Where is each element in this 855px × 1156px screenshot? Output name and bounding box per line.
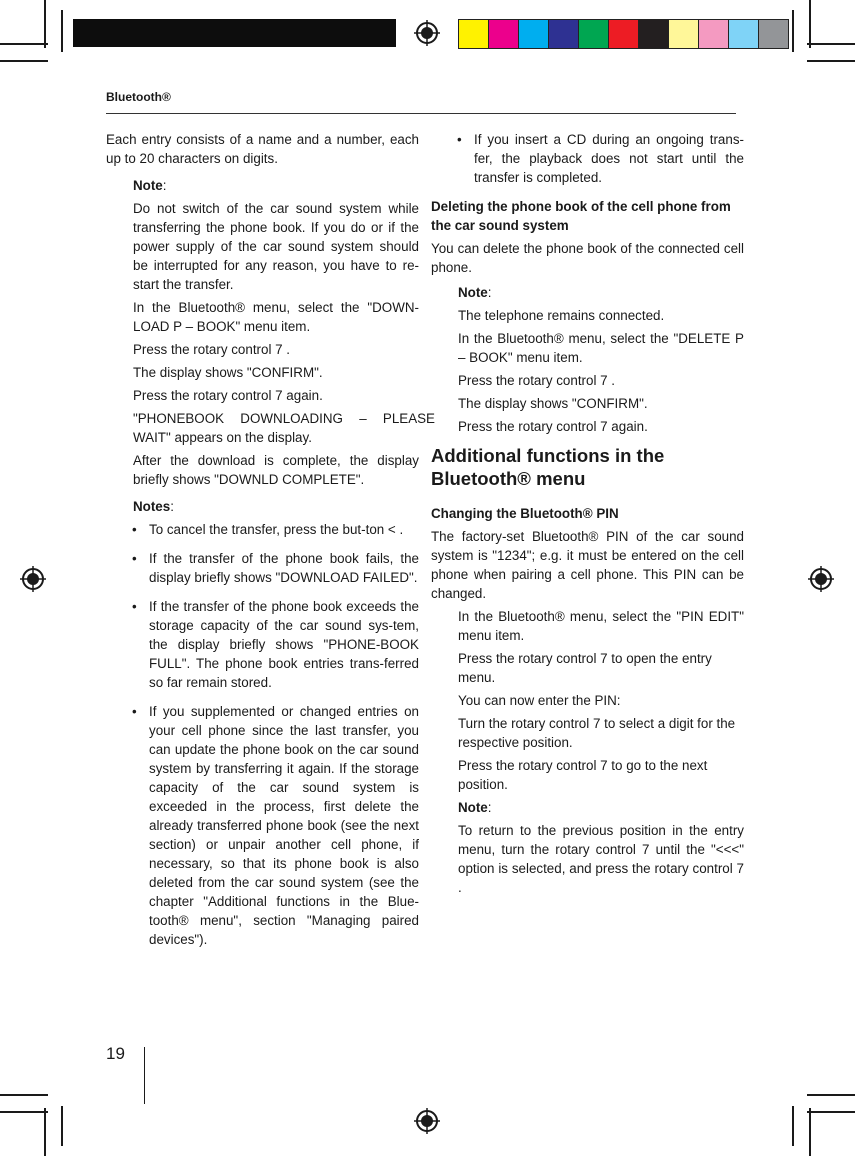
list-item: • If you supplemented or changed entries on your cell phone since the last transfer, you can update the phone book on the car sound system by transferring it again. If the storage capacity of the car sound system is exceeded in the process, first delete the already transferred phone book (see the next section) or unpair another cell phone, if necessary, so that its phone book is also deleted from the car sound system (see the chapter "Additional functions in the Blue-tooth® menu", section "Managing paired devices"). [106, 702, 419, 949]
crop-mark [807, 43, 855, 45]
note-label: Note: [458, 800, 492, 815]
registration-mark-icon [20, 566, 46, 592]
pin-step-press: Press the rotary control 7 to open the entry menu. [458, 651, 712, 685]
pin-step-select: In the Bluetooth® menu, select the "PIN EDIT" menu item. [458, 609, 744, 643]
note-label: Note: [458, 285, 492, 300]
delete-intro: You can delete the phone book of the connected cell phone. [431, 241, 744, 275]
note-text: The telephone remains connected. [458, 308, 665, 323]
left-column [106, 130, 435, 959]
color-swatch [489, 20, 519, 48]
color-calibration-bar [458, 19, 789, 49]
crop-mark [61, 10, 63, 52]
pin-step-enter: You can now enter the PIN: [458, 693, 621, 708]
delete-step-select: In the Bluetooth® menu, select the "DELETE P – BOOK" menu item. [458, 331, 744, 365]
color-swatch [519, 20, 549, 48]
download-step-complete: After the download is complete, the display briefly shows "DOWNLD COMPLETE". [133, 453, 419, 487]
note-text: Do not switch of the car sound system while transferring the phone book. If you do or if the power supply of the car sound system should be interrupted for any reason, you have to re-start the transfer. [133, 201, 419, 292]
color-swatch [729, 20, 759, 48]
download-step-press-again: Press the rotary control 7 again. [133, 388, 323, 403]
pin-step-next: Press the rotary control 7 to go to the next position. [458, 758, 708, 792]
registration-mark-icon [414, 1108, 440, 1134]
note-text: To return to the previous position in the entry menu, turn the rotary control 7 until the "<<<" option is selected, and press the rotary control 7 . [458, 823, 744, 895]
pin-intro: The factory-set Bluetooth® PIN of the car sound system is "1234"; e.g. it must be entered on the cell phone when pairing a cell phone. This PIN can be changed. [431, 529, 744, 601]
crop-mark [0, 1094, 48, 1096]
color-swatch [549, 20, 579, 48]
color-swatch [669, 20, 699, 48]
crop-mark [807, 1111, 855, 1113]
list-item: • If the transfer of the phone book fails, the display briefly shows "DOWNLOAD FAILED". [106, 549, 419, 587]
notes-list [106, 520, 419, 949]
crop-mark [809, 0, 811, 48]
crop-mark [0, 60, 48, 62]
header-divider [106, 113, 736, 114]
section-heading: Additional functions in the Bluetooth® menu [431, 445, 665, 489]
running-header: Bluetooth® [106, 90, 171, 104]
note-label: Note: [133, 178, 167, 193]
download-step-press: Press the rotary control 7 . [133, 342, 291, 357]
pin-step-turn: Turn the rotary control 7 to select a digit for the respective position. [458, 716, 736, 750]
color-swatch [579, 20, 609, 48]
download-step-message: "PHONEBOOK DOWNLOADING – PLEASE WAIT" appears on the display. [133, 411, 435, 445]
crop-mark [809, 1108, 811, 1156]
page-number: 19 [106, 1044, 125, 1063]
crop-mark [792, 1106, 794, 1146]
registration-mark-icon [808, 566, 834, 592]
intro-paragraph: Each entry consists of a name and a number, each up to 20 characters on digits. [106, 132, 419, 166]
right-column [431, 130, 744, 901]
notes-label: Notes: [133, 499, 174, 514]
black-print-bar [73, 19, 396, 47]
color-swatch [639, 20, 669, 48]
cd-note-list [431, 130, 744, 187]
crop-mark [44, 0, 46, 48]
list-item: • To cancel the transfer, press the but-ton < . [106, 520, 419, 539]
crop-mark [44, 1108, 46, 1156]
delete-phonebook-heading: Deleting the phone book of the cell phone from the car sound system [431, 199, 731, 233]
crop-mark [807, 1094, 855, 1096]
delete-step-press-again: Press the rotary control 7 again. [458, 419, 648, 434]
download-step-select: In the Bluetooth® menu, select the "DOWN-LOAD P – BOOK" menu item. [133, 300, 419, 334]
crop-mark [0, 43, 48, 45]
color-swatch [609, 20, 639, 48]
color-swatch [759, 20, 788, 48]
registration-mark-icon [414, 20, 440, 46]
change-pin-heading: Changing the Bluetooth® PIN [431, 506, 619, 521]
crop-mark [0, 1111, 48, 1113]
crop-mark [807, 60, 855, 62]
crop-mark [61, 1106, 63, 1146]
color-swatch [459, 20, 489, 48]
delete-step-confirm: The display shows "CONFIRM". [458, 396, 648, 411]
list-item: • If the transfer of the phone book exceeds the storage capacity of the car sound sys-tem, the display briefly shows "PHONE-BOOK FULL". The phone book entries trans-ferred so far remain stored. [106, 597, 419, 692]
crop-mark [792, 10, 794, 52]
footer-divider [144, 1047, 145, 1104]
color-swatch [699, 20, 729, 48]
delete-step-press: Press the rotary control 7 . [458, 373, 616, 388]
list-item: • If you insert a CD during an ongoing trans-fer, the playback does not start until the transfer is completed. [431, 130, 744, 187]
download-step-confirm: The display shows "CONFIRM". [133, 365, 323, 380]
